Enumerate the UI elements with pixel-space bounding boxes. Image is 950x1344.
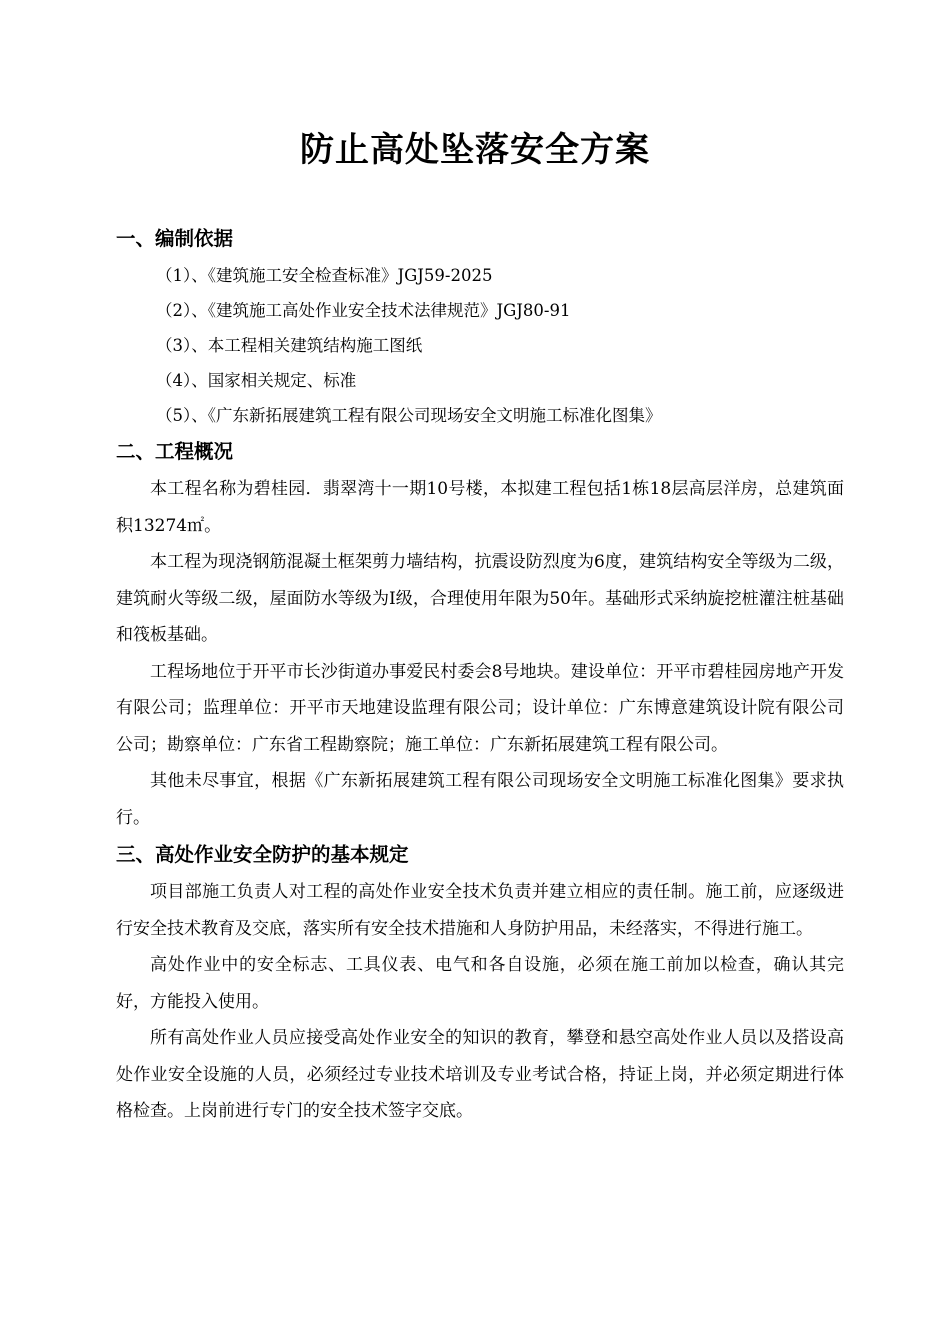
paragraph: 其他未尽事宜，根据《广东新拓展建筑工程有限公司现场安全文明施工标准化图集》要求执行。 (116, 771, 844, 828)
section-heading: 二、工程概况 (116, 440, 234, 463)
paragraph: 本工程名称为碧桂园．翡翠湾十一期10号楼，本拟建工程包括1栋18层高层洋房，总建筑面积13274㎡。 (116, 479, 844, 536)
basis-item: （4）、国家相关规定、标准 (156, 371, 357, 390)
paragraph: 工程场地位于开平市长沙街道办事爱民村委会8号地块。建设单位：开平市碧桂园房地产开发有限公司；监理单位：开平市天地建设监理有限公司；设计单位：广东博意建筑设计院有限公司公司；勘察单位：广东省工程勘察院；施工单位：广东新拓展建筑工程有限公司。 (116, 661, 844, 755)
paragraph: 所有高处作业人员应接受高处作业安全的知识的教育，攀登和悬空高处作业人员以及搭设高处作业安全设施的人员，必须经过专业技术培训及专业考试合格，持证上岗，并必须定期进行体格检查。上岗前进行专门的安全技术签字交底。 (116, 1028, 844, 1121)
section-overview (116, 433, 844, 836)
section-safety-rules (116, 836, 844, 1130)
basis-item: （2）、《建筑施工高处作业安全技术法律规范》JGJ80-91 (156, 301, 571, 320)
document-title: 防止高处坠落安全方案 (300, 130, 650, 170)
basis-item: （1）、《建筑施工安全检查标准》JGJ59-2025 (156, 266, 493, 285)
paragraph: 项目部施工负责人对工程的高处作业安全技术负责并建立相应的责任制。施工前，应逐级进行安全技术教育及交底，落实所有安全技术措施和人身防护用品，未经落实，不得进行施工。 (116, 882, 844, 939)
section-basis (116, 220, 844, 433)
basis-item: （3）、本工程相关建筑结构施工图纸 (156, 336, 423, 355)
section-heading: 三、高处作业安全防护的基本规定 (116, 843, 409, 866)
section-heading: 一、编制依据 (116, 227, 234, 250)
basis-item: （5）、《广东新拓展建筑工程有限公司现场安全文明施工标准化图集》 (156, 406, 662, 425)
document-body (116, 220, 844, 1130)
paragraph: 本工程为现浇钢筋混凝土框架剪力墙结构，抗震设防烈度为6度，建筑结构安全等级为二级，建筑耐火等级二级，屋面防水等级为I级，合理使用年限为50年。基础形式采纳旋挖桩灌注桩基础和筏板基础。 (116, 552, 844, 645)
paragraph: 高处作业中的安全标志、工具仪表、电气和各自设施，必须在施工前加以检查，确认其完好，方能投入使用。 (116, 955, 844, 1012)
